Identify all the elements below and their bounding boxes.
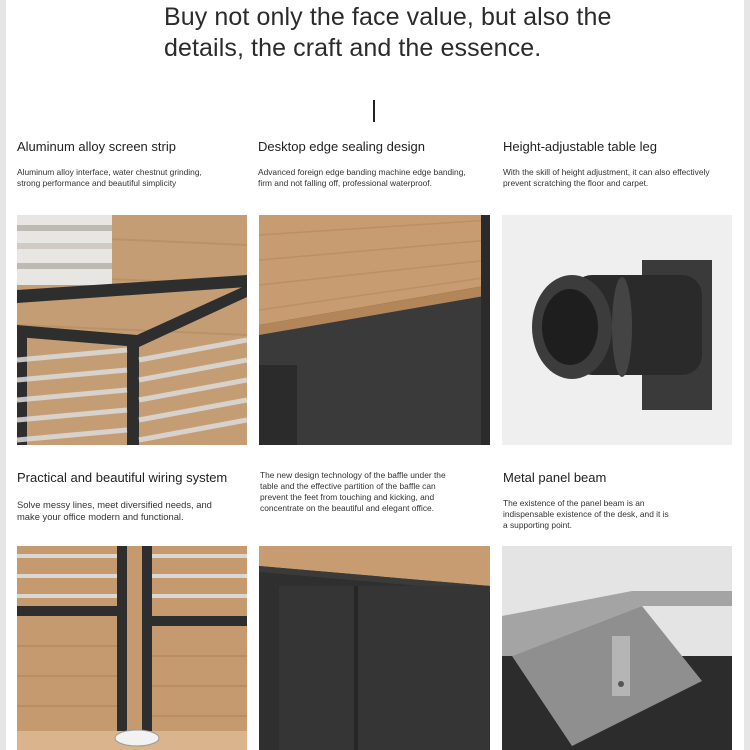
feature-3-description: With the skill of height adjustment, it can also effectively prevent scratching the floor and carpet. [503,167,710,188]
aluminum-screen-strip-photo [17,215,247,445]
feature-2-description: Advanced foreign edge banding machine edge banding, firm and not falling off, professional waterproof. [258,167,466,188]
text-cursor [373,100,375,122]
wiring-system-photo [17,546,247,750]
left-border [0,0,6,750]
feature-6-description: The existence of the panel beam is an indispensable existence of the desk, and it is a supporting point. [503,498,669,530]
adjustable-foot-photo [502,215,732,445]
feature-1 [17,139,242,189]
feature-1-title: Aluminum alloy screen strip [17,139,176,154]
baffle-photo [259,546,490,750]
feature-6-title: Metal panel beam [503,470,607,485]
feature-3-title: Height-adjustable table leg [503,139,657,154]
feature-3 [503,139,733,189]
right-border [744,0,750,750]
feature-5 [260,470,475,514]
feature-4 [17,470,242,523]
headline: Buy not only the face value, but also the details, the craft and the essence. [164,3,612,62]
feature-1-description: Aluminum alloy interface, water chestnut grinding, strong performance and beautiful simplicity [17,167,202,188]
feature-4-description: Solve messy lines, meet diversified needs, and make your office modern and functional. [17,499,212,522]
feature-5-description: The new design technology of the baffle under the table and the effective partition of the baffle can prevent the feet from touching and kicking, and concentrate on the beautiful and elegant office. [260,470,446,513]
feature-2-title: Desktop edge sealing design [258,139,425,154]
feature-6 [503,470,728,531]
feature-2 [258,139,488,189]
desk-edge-photo [259,215,490,445]
feature-4-title: Practical and beautiful wiring system [17,470,228,485]
panel-beam-photo [502,546,732,750]
